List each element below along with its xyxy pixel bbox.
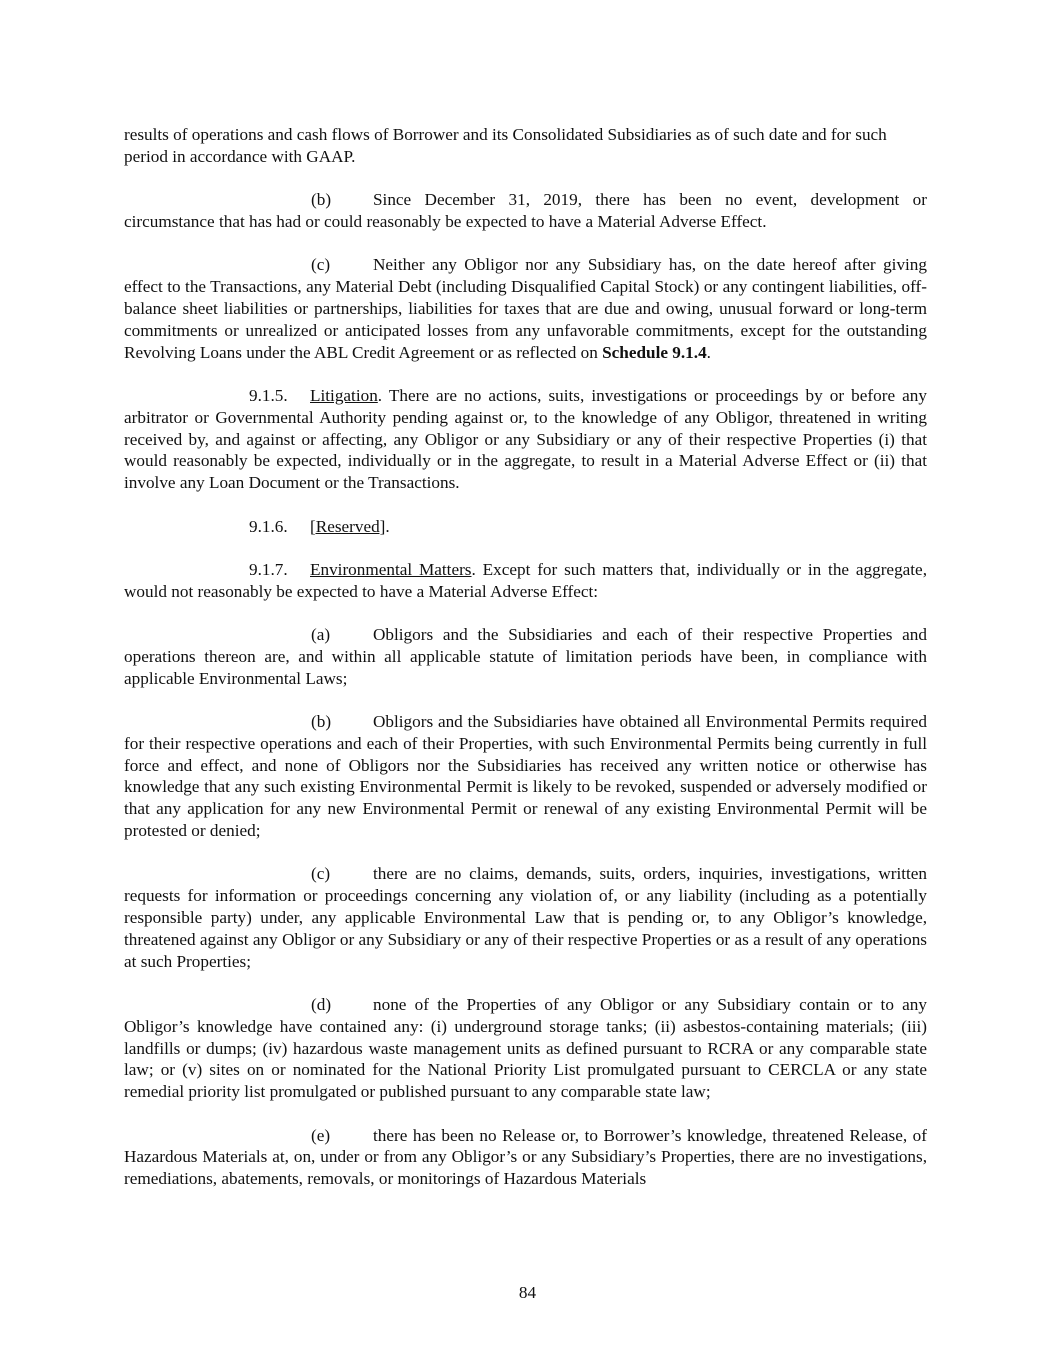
paragraph-text: Obligors and the Subsidiaries and each of their respective Properties and operations thereon are, and within all applicable statute of limitation periods have been, in compliance with applicable Environmental Laws;: [124, 625, 927, 688]
paragraph-label: (e): [311, 1125, 331, 1145]
section-text: . Except for such matters that, individually or in the aggregate, would not reasonably be expected to have a Material Adverse Effect:: [124, 559, 927, 601]
paragraph-text: Since December 31, 2019, there has been no event, development or circumstance that has had or could reasonably be expected to have a Material Adverse Effect.: [124, 190, 927, 231]
paragraph-e-release: [124, 1125, 927, 1190]
paragraph-label: (c): [311, 864, 331, 884]
paragraph-label: (b): [311, 190, 332, 210]
paragraph-label: (a): [311, 625, 331, 645]
section-heading: [Reserved]: [310, 516, 386, 536]
paragraph-label: (d): [311, 995, 332, 1015]
paragraph-a-compliance: [124, 624, 927, 689]
paragraph-text: none of the Properties of any Obligor or any Subsidiary contain or to any Obligor’s knowledge have contained any: (i) underground storage tanks; (ii) asbestos-containing materials; (iii) landfills or dumps; (iv) hazardous waste management units as defined pursuant to RCRA or any comparable state law; or (v) sites on or nominated for the National Priority List promulgated pursuant to CERCLA or any state remedial priority list promulgated or published pursuant to any comparable state law;: [124, 995, 927, 1102]
section-heading: Litigation: [310, 385, 378, 405]
page-number: 84: [518, 1283, 537, 1302]
section-number: 9.1.5.: [249, 385, 288, 405]
continuation-text: results of operations and cash flows of Borrower and its Consolidated Subsidiaries as of such date and for such period in accordance with GAAP.: [124, 125, 887, 166]
section-text: . There are no actions, suits, investigations or proceedings by or before any arbitrator or Governmental Authority pending against or, to the knowledge of any Obligor, threatened in writing received by, and against or affecting, any Obligor or any Subsidiary or any of their respective Properties (i) that would reasonably be expected, individually or in the aggregate, to result in a Material Adverse Effect or (ii) that involve any Loan Document or the Transactions.: [124, 385, 927, 493]
paragraph-d-properties: [124, 994, 927, 1103]
paragraph-c-material-debt: (c) Neither any Obligor nor any Subsidiary has, on the date hereof after giving effect to the Transactions, any Material Debt (including Disqualified Capital Stock) or any contingent liabilities, off-balance sheet liabilities or partnerships, liabilities for taxes that are due and owing, unusual forward or long-term commitments or unrealized or anticipated losses from any unfavorable commitments, except for the outstanding Revolving Loans under the ABL Credit Agreement or as reflected on Schedule 9.1.4.: [124, 255, 927, 362]
section-9-1-6-reserved: 9.1.6. [Reserved].: [249, 516, 390, 536]
paragraph-text: there has been no Release or, to Borrower’s knowledge, threatened Release, of Hazardous Materials at, on, under or from any Obligor’s or any Subsidiary’s Properties, there are no investigations, remediations, abatements, removals, or monitorings of Hazardous Materials: [124, 1125, 927, 1189]
paragraph-label: (c): [311, 255, 331, 275]
paragraph-b-permits: [124, 711, 927, 842]
paragraph-text: there are no claims, demands, suits, orders, inquiries, investigations, written requests for information or proceedings concerning any violation of, or any liability (including as a potentially responsible party) under, any applicable Environmental Law that is pending or, to any Obligor’s knowledge, threatened against any Obligor or any Subsidiary or any of their respective Properties or as a result of any operations at such Properties;: [124, 864, 927, 971]
paragraph-text: Neither any Obligor nor any Subsidiary has, on the date hereof after giving effect to the Transactions, any Material Debt (including Disqualified Capital Stock) or any contingent liabilities, off-balance sheet liabilities or partnerships, liabilities for taxes that are due and owing, unusual forward or long-term commitments or unrealized or anticipated losses from any unfavorable commitments, except for the outstanding Revolving Loans under the ABL Credit Agreement or as reflected on: [124, 255, 927, 362]
section-9-1-7-environmental: [124, 559, 927, 603]
section-number: 9.1.7.: [249, 559, 288, 579]
section-heading: Environmental Matters: [310, 559, 472, 579]
continuation-paragraph: [124, 124, 927, 168]
paragraph-text: Obligors and the Subsidiaries have obtained all Environmental Permits required for their respective operations and each of their Properties, with such Environmental Permits being currently in full force and effect, and none of Obligors nor the Subsidiaries has received any written notice or otherwise has knowledge that any such existing Environmental Permit is likely to be revoked, suspended or adversely modified or that any application for any new Environmental Permit or renewal of any existing Environmental Permit will be protested or denied;: [124, 712, 927, 841]
document-page: [124, 124, 927, 1212]
paragraph-b-material-adverse: [124, 189, 927, 233]
schedule-reference: Schedule 9.1.4: [602, 342, 707, 362]
section-9-1-5-litigation: [124, 385, 927, 494]
paragraph-label: (b): [311, 712, 332, 732]
paragraph-c-claims: [124, 863, 927, 972]
section-number: 9.1.6.: [249, 516, 288, 536]
